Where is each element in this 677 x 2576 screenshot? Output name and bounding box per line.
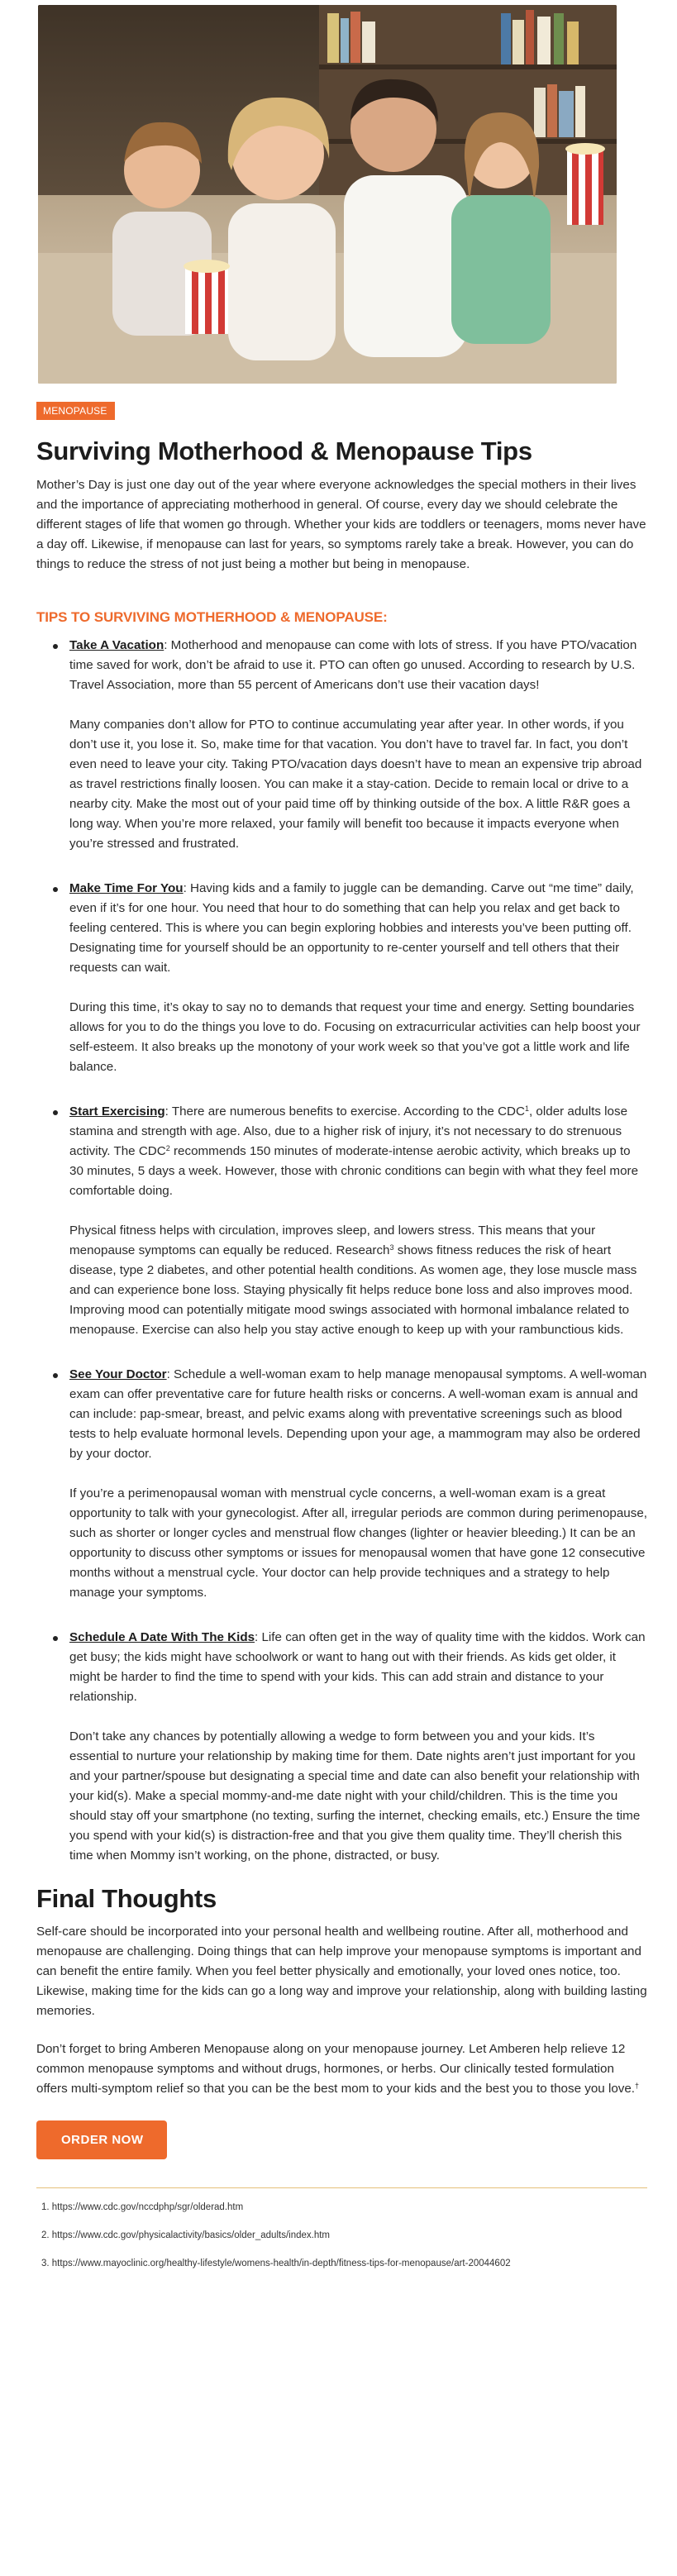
tips-heading: TIPS TO SURVIVING MOTHERHOOD & MENOPAUSE: bbox=[36, 608, 388, 625]
tip-doctor bbox=[53, 1365, 647, 1603]
footnote-ref[interactable]: 3 bbox=[389, 1243, 394, 1252]
tip-kids-date bbox=[53, 1628, 647, 1866]
references-list bbox=[36, 2200, 647, 2271]
tip-paragraph: Physical fitness helps with circulation, improves sleep, and lowers stress. This means that your menopause symptoms can equally be reduced. Research$^3$ shows fitness reduces the risk of heart disease, type 2 diabetes, and other potential health conditions. As women age, they lose muscle mass and can experience bone loss. Staying physically fit helps reduce bone loss and also improves mood. Improving mood can potentially mitigate mood swings associated with hormonal imbalance related to menopause. Exercise can also help you stay active enough to keep up with your rambunctious kids. bbox=[69, 1223, 637, 1337]
intro-paragraph: Mother’s Day is just one day out of the year where everyone acknowledges the special mothers in their lives and the importance of appreciating motherhood in general. Of course, every day we should celebrate the different stages of life that women go through. Whether your kids are toddlers or teenagers, moms never have a day off. Likewise, if menopause can last for years, so symptoms rarely take a break. However, you can do things to reduce the stress of not just being a mother but being in menopause. bbox=[36, 477, 646, 571]
final-paragraph: Self-care should be incorporated into your personal health and wellbeing routine. After all, motherhood and menopause are challenging. Doing things that can help improve your menopause symptoms is important and can benefit the entire family. When you feel better physically and emotionally, your loved ones notice, too. Likewise, making time for the kids can go a long way and improve your relationship, along with building lasting memories. bbox=[36, 1924, 647, 2018]
reference-item bbox=[41, 2228, 647, 2243]
tip-title: Schedule A Date With The Kids bbox=[69, 1629, 255, 1644]
page-title: Surviving Motherhood & Menopause Tips bbox=[36, 436, 532, 465]
tip-paragraph: Schedule A Date With The Kids: Life can often get in the way of quality time with the kiddos. Work can get busy; the kids might have schoolwork or want to hang out with their friends. As kids get older, it might be harder to find the time to spend with your kids. This can add strain and distance to your relationship. bbox=[69, 1629, 646, 1704]
tip-paragraph: Many companies don’t allow for PTO to continue accumulating year after year. In other words, if you don’t use it, you lose it. So, make time for that vacation. You don’t have to travel far. In fact, you don’t even need to leave your city. Taking PTO/vacation days doesn’t have to mean an expensive trip abroad as travel restrictions finally loosen. You can make it a stay-cation. Decide to remain local or drive to a nearby city. Make the most out of your paid time off by thinking outside of the box. A little R&R goes a long way. When you’re more relaxed, your family will benefit too because it impacts everyone when you’re stressed and frustrated. bbox=[69, 717, 642, 851]
tip-exercise bbox=[53, 1102, 647, 1340]
reference-item bbox=[41, 2256, 647, 2271]
tip-me-time bbox=[53, 879, 647, 1077]
tip-title: See Your Doctor bbox=[69, 1367, 167, 1381]
tips-list bbox=[36, 636, 647, 1866]
tip-paragraph: Make Time For You: Having kids and a family to juggle can be demanding. Carve out “me time” daily, even if it’s for one hour. You need that hour to do something that can help you relax and get back to feeling centered. This is where you can begin exploring hobbies and interests you’ve been putting off. Designating time for yourself should be an opportunity to re-center yourself and tell others that their requests can wait. bbox=[69, 880, 634, 975]
footnote-ref: † bbox=[635, 2082, 640, 2091]
tip-paragraph: Take A Vacation: Motherhood and menopause can come with lots of stress. If you have PTO/vacation time saved for work, don’t be afraid to use it. PTO can often go unused. According to research by U.S. Travel Association, more than 55 percent of Americans don’t use their vacation days! bbox=[69, 637, 637, 692]
footnote-ref[interactable]: 1 bbox=[524, 1104, 529, 1114]
reference-item bbox=[41, 2200, 647, 2215]
divider bbox=[36, 2187, 647, 2188]
footnote-ref[interactable]: 2 bbox=[165, 1144, 170, 1153]
tip-title: Start Exercising bbox=[69, 1104, 165, 1119]
final-paragraph: Don’t forget to bring Amberen Menopause along on your menopause journey. Let Amberen help relieve 12 common menopause symptoms and without drugs, hormones, or herbs. Our clinically tested formulation offers multi-symptom relief so that you can be the best mom to your kids and the best you to those you love.† bbox=[36, 2041, 640, 2096]
tip-paragraph: During this time, it’s okay to say no to demands that request your time and energy. Setting boundaries allows for you to do the things you love to do. Focusing on extracurricular activities can help boost your self-esteem. It also breaks up the monotony of your work week so that you’ve got a little work and life balance. bbox=[69, 999, 641, 1074]
hero-image bbox=[38, 5, 617, 384]
category-tag[interactable]: MENOPAUSE bbox=[36, 402, 115, 420]
reference-link[interactable]: 2. https://www.cdc.gov/physicalactivity/basics/older_adults/index.htm bbox=[41, 2230, 330, 2240]
reference-link[interactable]: 1. https://www.cdc.gov/nccdphp/sgr/olderad.htm bbox=[41, 2202, 244, 2212]
family-photo-illustration bbox=[38, 5, 617, 384]
tip-paragraph: Start Exercising: There are numerous benefits to exercise. According to the CDC$^1$, older adults lose stamina and strength with age. Also, due to a higher risk of injury, it’s not necessary to do strenuous activity. The CDC$^2$ recommends 150 minutes of moderate-intense aerobic activity, which breaks up to 30 minutes, 5 days a week. However, those with chronic conditions can begin with what they feel more comfortable doing. bbox=[69, 1104, 639, 1198]
article bbox=[0, 5, 677, 2271]
tip-title: Take A Vacation bbox=[69, 637, 164, 652]
final-thoughts-heading: Final Thoughts bbox=[36, 1883, 217, 1913]
tip-title: Make Time For You bbox=[69, 880, 184, 895]
tip-vacation bbox=[53, 636, 647, 854]
order-now-button[interactable]: ORDER NOW bbox=[36, 2120, 167, 2159]
tip-paragraph: See Your Doctor: Schedule a well-woman exam to help manage menopausal symptoms. A well-woman exam can offer preventative care for future health risks or concerns. A well-woman exam is annual and can include: pap-smear, breast, and pelvic exams along with preventative screenings such as blood tests to help evaluate hormonal levels. Depending upon your age, a mammogram may also be ordered by your doctor. bbox=[69, 1367, 647, 1461]
tip-paragraph: If you’re a perimenopausal woman with menstrual cycle concerns, a well-woman exam is a great opportunity to talk with your gynecologist. After all, irregular periods are common during perimenopause, such as shorter or longer cycles and menstrual flow changes (lighter or heavier bleeding.) It can be an opportunity to discuss other symptoms or issues for menopausal women that have gone 12 consecutive months without a menstrual cycle. Your doctor can help provide techniques and a strategy to help manage your symptoms. bbox=[69, 1486, 647, 1600]
reference-link[interactable]: 3. https://www.mayoclinic.org/healthy-lifestyle/womens-health/in-depth/fitness-tips-for-menopause/art-20044602 bbox=[41, 2258, 511, 2268]
tip-paragraph: Don’t take any chances by potentially allowing a wedge to form between you and your kids. It’s essential to nurture your relationship by making time for them. Date nights aren’t just important for you and your partner/spouse but designating a special time and date can also benefit your relationship with your kid(s). Make a special mommy-and-me date night with your child/children. This is the time you should stay off your smartphone (no texting, surfing the internet, checking emails, etc.) Ensure the time you spend with your kid(s) is distraction-free and that you give them quality time. They’ll cherish this time when Mommy isn’t working, on the phone, distracted, or busy. bbox=[69, 1729, 641, 1863]
